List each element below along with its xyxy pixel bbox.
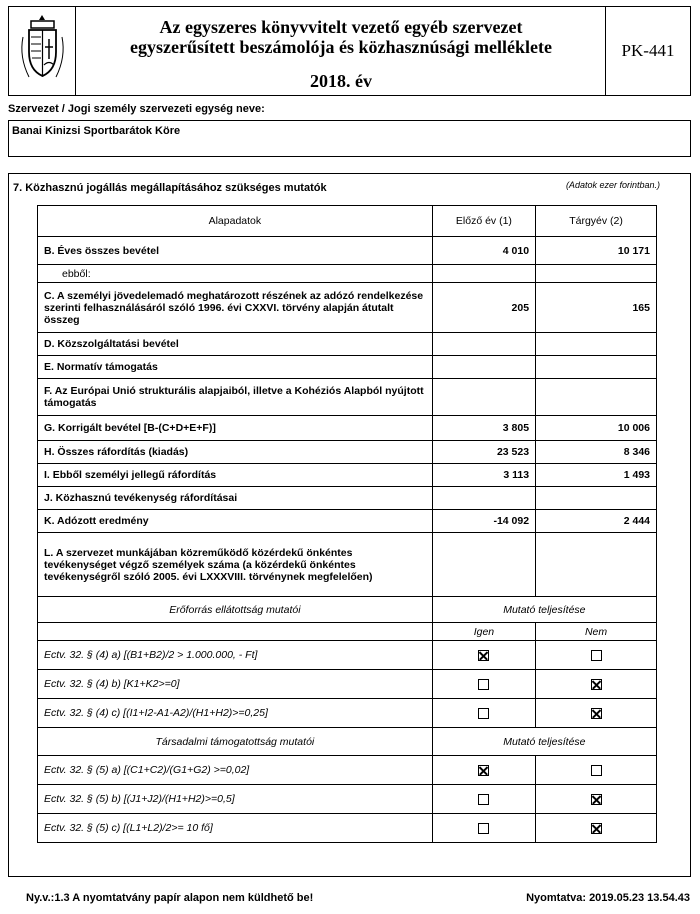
table-row [38, 283, 657, 333]
current-year-value[interactable] [536, 333, 657, 356]
row-label: ebből: [38, 265, 433, 283]
yes-no-header-row [38, 623, 657, 641]
resource-header-row [38, 597, 657, 623]
org-name-label: Szervezet / Jogi személy szervezeti egység neve: [8, 103, 265, 115]
row-label: C. A személyi jövedelemadó meghatározott részének az adózó rendelkezése szerinti felhasználásáról szóló 1996. évi CXXVI. törvény alapján átutalt összeg [38, 283, 433, 333]
prev-year-value[interactable]: 3 113 [432, 464, 535, 487]
table-row [38, 510, 657, 533]
yes-checkbox[interactable] [478, 823, 489, 834]
table-row [38, 533, 657, 597]
row-label: B. Éves összes bevétel [38, 237, 433, 265]
table-row [38, 379, 657, 416]
prev-year-value[interactable] [432, 487, 535, 510]
table-row [38, 237, 657, 265]
no-header: Nem [536, 623, 657, 641]
indicator-row [38, 756, 657, 785]
prev-year-value[interactable]: 3 805 [432, 416, 535, 441]
yes-header: Igen [432, 623, 535, 641]
logo-cell [9, 7, 76, 95]
row-label: I. Ebből személyi jellegű ráfordítás [38, 464, 433, 487]
section-7 [8, 173, 691, 877]
yes-checkbox[interactable] [478, 794, 489, 805]
section-note: (Adatok ezer forintban.) [565, 180, 660, 190]
current-year-value[interactable]: 1 493 [536, 464, 657, 487]
table-row [38, 441, 657, 464]
table-row [38, 356, 657, 379]
yes-checkbox[interactable] [478, 650, 489, 661]
current-year-value[interactable] [536, 265, 657, 283]
indicator-row [38, 785, 657, 814]
column-header: Előző év (1) [432, 206, 535, 237]
social-header-row [38, 728, 657, 756]
row-label: J. Közhasznú tevékenység ráfordításai [38, 487, 433, 510]
empty-cell [38, 623, 433, 641]
row-label: K. Adózott eredmény [38, 510, 433, 533]
no-checkbox[interactable] [591, 794, 602, 805]
no-checkbox[interactable] [591, 823, 602, 834]
form-year: 2018. év [310, 71, 372, 91]
yes-checkbox[interactable] [478, 708, 489, 719]
prev-year-value[interactable]: 23 523 [432, 441, 535, 464]
indicator-row [38, 699, 657, 728]
current-year-value[interactable]: 2 444 [536, 510, 657, 533]
result-header: Mutató teljesítése [432, 597, 656, 623]
table-row [38, 333, 657, 356]
table-row [38, 464, 657, 487]
prev-year-value[interactable]: 205 [432, 283, 535, 333]
prev-year-value[interactable] [432, 265, 535, 283]
prev-year-value[interactable] [432, 379, 535, 416]
section-title: 7. Közhasznú jogállás megállapításához szükséges mutatók [13, 182, 327, 194]
no-checkbox[interactable] [591, 708, 602, 719]
current-year-value[interactable]: 8 346 [536, 441, 657, 464]
current-year-value[interactable]: 10 006 [536, 416, 657, 441]
indicator-label: Ectv. 32. § (5) b) [(J1+J2)/(H1+H2)>=0,5] [38, 785, 433, 814]
coat-of-arms-icon [9, 7, 76, 95]
indicator-label: Ectv. 32. § (5) a) [(C1+C2)/(G1+G2) >=0,02] [38, 756, 433, 785]
indicators-table [37, 205, 657, 843]
social-header: Társadalmi támogatottság mutatói [38, 728, 433, 756]
column-header: Tárgyév (2) [536, 206, 657, 237]
current-year-value[interactable] [536, 533, 657, 597]
footer-note: Ny.v.:1.3 A nyomtatvány papír alapon nem küldhető be! [26, 892, 314, 904]
current-year-value[interactable]: 10 171 [536, 237, 657, 265]
table-row [38, 265, 657, 283]
row-label: H. Összes ráfordítás (kiadás) [38, 441, 433, 464]
indicator-label: Ectv. 32. § (4) a) [(B1+B2)/2 > 1.000.000, - Ft] [38, 641, 433, 670]
indicator-row [38, 670, 657, 699]
no-checkbox[interactable] [591, 650, 602, 661]
indicator-label: Ectv. 32. § (4) b) [K1+K2>=0] [38, 670, 433, 699]
form-title-line1: Az egyszeres könyvvitelt vezető egyéb szervezet [159, 17, 523, 37]
current-year-value[interactable] [536, 487, 657, 510]
form-header [8, 6, 691, 96]
table-row [38, 416, 657, 441]
indicator-row [38, 641, 657, 670]
result-header: Mutató teljesítése [432, 728, 656, 756]
column-header: Alapadatok [38, 206, 433, 237]
row-label: F. Az Európai Unió strukturális alapjaiból, illetve a Kohéziós Alapból nyújtott támogatás [38, 379, 433, 416]
no-checkbox[interactable] [591, 765, 602, 776]
current-year-value[interactable]: 165 [536, 283, 657, 333]
prev-year-value[interactable] [432, 356, 535, 379]
indicator-label: Ectv. 32. § (4) c) [(I1+I2-A1-A2)/(H1+H2)>=0,25] [38, 699, 433, 728]
table-header-row [38, 206, 657, 237]
row-label: G. Korrigált bevétel [B-(C+D+E+F)] [38, 416, 433, 441]
yes-checkbox[interactable] [478, 765, 489, 776]
row-label: D. Közszolgáltatási bevétel [38, 333, 433, 356]
print-timestamp: Nyomtatva: 2019.05.23 13.54.43 [526, 892, 690, 904]
row-label: L. A szervezet munkájában közreműködő közérdekű önkéntes tevékenységet végző személyek száma (a közérdekű önkéntes tevékenységről szóló 2005. évi LXXXVIII. törvénynek megfelelően) [38, 533, 433, 597]
no-checkbox[interactable] [591, 679, 602, 690]
prev-year-value[interactable] [432, 533, 535, 597]
indicator-row [38, 814, 657, 843]
resource-header: Erőforrás ellátottság mutatói [38, 597, 433, 623]
org-name-field[interactable]: Banai Kinizsi Sportbarátok Köre [8, 120, 691, 157]
form-title-line2: egyszerűsített beszámolója és közhasznúsági melléklete [130, 37, 552, 57]
row-label: E. Normatív támogatás [38, 356, 433, 379]
current-year-value[interactable] [536, 356, 657, 379]
prev-year-value[interactable]: 4 010 [432, 237, 535, 265]
prev-year-value[interactable] [432, 333, 535, 356]
prev-year-value[interactable]: -14 092 [432, 510, 535, 533]
yes-checkbox[interactable] [478, 679, 489, 690]
current-year-value[interactable] [536, 379, 657, 416]
table-row [38, 487, 657, 510]
indicator-label: Ectv. 32. § (5) c) [(L1+L2)/2>= 10 fő] [38, 814, 433, 843]
form-code: PK-441 [605, 7, 690, 95]
